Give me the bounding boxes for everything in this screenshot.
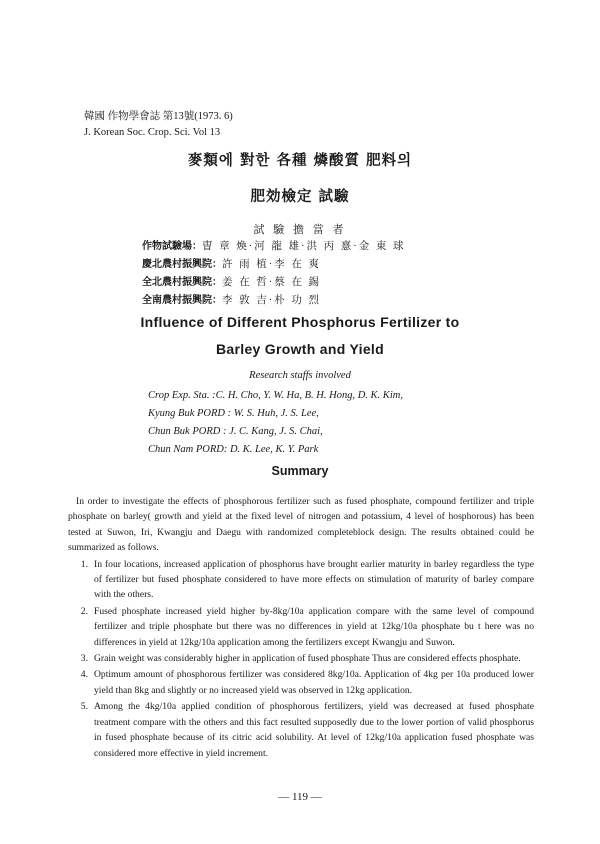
summary-item	[68, 651, 534, 666]
item-text: Fused phosphate increased yield higher by-8kg/10a application compare with the same level of compound fertilizer and triple phosphate but there was no differences in yield at 12kg/10a phosphate bu t here was no differences in yield at 12kg/10a application among the fertilizers except Kwangju and Suwon.	[94, 605, 534, 648]
journal-header-korean: 韓國 作物學會誌 第13號(1973. 6)	[84, 111, 233, 122]
staff-names: 許 雨 植·李 在 爽	[222, 259, 321, 270]
summary-item	[68, 557, 534, 603]
item-number: 3.	[80, 653, 88, 665]
staff-line: Chun Buk PORD : J. C. Kang, J. S. Chai,	[148, 426, 323, 437]
staff-line: Chun Nam PORD: D. K. Lee, K. Y. Park	[148, 444, 319, 455]
korean-title-line1: 麥類에 對한 各種 燐酸質 肥料의	[187, 153, 413, 169]
staff-names: 姜 在 哲·蔡 在 錫	[222, 277, 321, 288]
staff-names: 李 敦 吉·朴 功 烈	[222, 295, 321, 306]
item-number: 5.	[80, 701, 88, 713]
summary-item	[68, 604, 534, 650]
staff-row	[142, 292, 406, 310]
staff-institution: 慶北農村振興院：	[142, 259, 222, 270]
item-number: 2.	[80, 605, 88, 617]
staff-line: Crop Exp. Sta. :C. H. Cho, Y. W. Ha, B. H. Hong, D. K. Kim,	[148, 390, 403, 401]
staff-line: Kyung Buk PORD : W. S. Huh, J. S. Lee,	[148, 408, 319, 419]
summary-intro: In order to investigate the effects of phosphorous fertilizer such as fused phosphate, compound fertilizer and triple phosphate on barley( growth and yield at the fixed level of nitrogen and potassium, 4 level of hosphorous) has been tested at Suwon, Iri, Kwangju and Daegu with randomized completeblock design. The results obtained could be summarized as follows.	[68, 496, 534, 554]
staff-heading-korean: 試 驗 擔 當 者	[253, 224, 347, 236]
page-number: — 119 —	[278, 791, 322, 803]
item-text: Grain weight was considerably higher in application of fused phosphate Thus are considered effects phosphate.	[94, 653, 521, 665]
staff-list-english	[148, 387, 403, 459]
summary-body	[68, 494, 534, 761]
summary-item	[68, 699, 534, 761]
item-text: Optimum amount of phosphorous fertilizer was considered 8kg/10a. Application of 4kg per 10a produced lower yield than 8kg and slightly or no increased yield was observed in 12kg application.	[94, 669, 534, 696]
summary-item	[68, 667, 534, 698]
staff-heading-english: Research staffs involved	[249, 370, 351, 381]
journal-header-english: J. Korean Soc. Crop. Sci. Vol 13	[84, 127, 221, 138]
english-title-line1: Influence of Different Phosphorus Fertilizer to	[140, 314, 460, 330]
staff-row	[142, 274, 406, 292]
english-title-line2: Barley Growth and Yield	[216, 341, 384, 357]
item-number: 1.	[80, 558, 88, 570]
korean-title-line2: 肥効檢定 試驗	[250, 189, 350, 205]
staff-row	[142, 256, 406, 274]
staff-names: 曺 章 煥·河 龍 雄·洪 丙 憙·金 東 球	[202, 241, 406, 252]
staff-institution: 全南農村振興院：	[142, 295, 222, 306]
item-text: In four locations, increased application of phosphorus have brought earlier maturity in barley regardless the type of fertilizer but fused phosphate considered to have more effects on stimulation of maturity of barley compare with the others.	[94, 558, 534, 601]
staff-institution: 作物試驗場：	[142, 241, 202, 252]
staff-institution: 全北農村振興院：	[142, 277, 222, 288]
item-number: 4.	[80, 669, 88, 681]
staff-row	[142, 238, 406, 256]
staff-list-korean	[142, 238, 406, 310]
item-text: Among the 4kg/10a applied condition of phosphorous fertilizers, yield was decreased at fused phosphate treatment compare with the others and this fact resulted supposedly due to the lower portion of valid phosphorus in fused phosphate because of its citric acid solubility. At level of 12kg/10a application fused phosphate was considered more effective in yield increment.	[94, 701, 534, 759]
summary-heading: Summary	[271, 464, 329, 478]
